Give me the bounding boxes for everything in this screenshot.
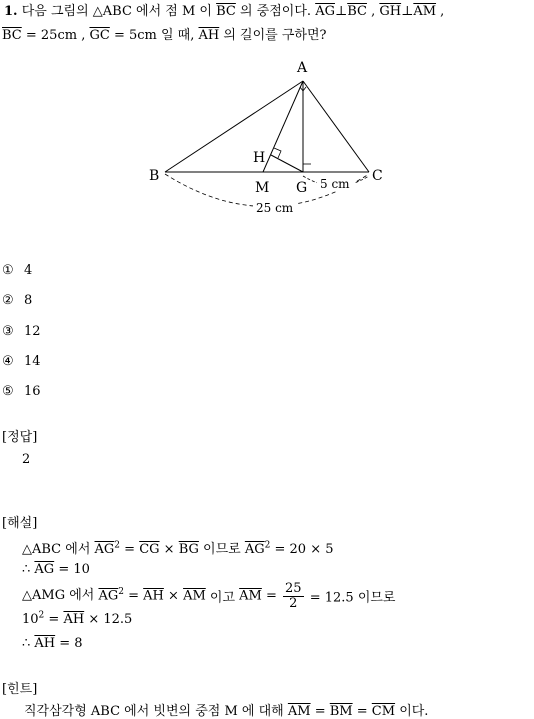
segment-bg: $\overline{BG}$ <box>178 542 199 557</box>
explanation-text: 이고 <box>205 590 240 606</box>
choice-value: 12 <box>24 324 41 339</box>
exponent: 2 <box>118 587 124 598</box>
question-text: , <box>436 4 445 19</box>
exponent: 2 <box>264 540 271 551</box>
answer-value: 2 <box>22 452 31 467</box>
explanation-line-1 <box>22 538 334 557</box>
question-number: 1. <box>4 4 18 19</box>
choice-mark: ② <box>2 293 14 308</box>
choice-value: 14 <box>24 354 41 369</box>
segment-am: $\overline{AM}$ <box>287 704 311 719</box>
question-line-2 <box>2 27 327 45</box>
segment-ah: $\overline{AH}$ <box>143 588 164 604</box>
explanation-text: ∴ <box>22 636 35 651</box>
label-g: G <box>296 180 308 196</box>
explanation-text: × 12.5 <box>84 612 133 627</box>
explanation-text: = 8 <box>55 636 83 651</box>
choice-value: 16 <box>24 384 41 399</box>
segment-ah: $\overline{AH}$ <box>34 636 56 651</box>
segment-ah: $\overline{AH}$ <box>198 28 220 43</box>
choice-5[interactable] <box>2 384 41 399</box>
question-text: = 5cm 일 때, <box>109 28 199 43</box>
question-text: = 25cm , <box>21 28 90 43</box>
choice-4[interactable] <box>2 354 41 369</box>
label-b: B <box>149 168 160 184</box>
exponent: 2 <box>114 540 121 551</box>
explanation-line-4 <box>22 612 132 627</box>
explanation-text: = 12.5 이므로 <box>305 590 396 606</box>
question-text: 의 중점이다. <box>235 4 316 19</box>
segment-am: $\overline{AM}$ <box>183 588 206 604</box>
explanation-line-5 <box>22 636 83 651</box>
segment-bc: $\overline{BC}$ <box>216 4 236 19</box>
explanation-text: △ABC 에서 <box>22 542 95 557</box>
explanation-text: = 10 <box>54 562 90 577</box>
explanation-text: = <box>123 588 144 604</box>
hint-text: = <box>352 704 372 719</box>
segment-ag: $\overline{AG}$ <box>315 4 335 19</box>
explanation-text: ∴ <box>22 562 35 577</box>
segment-ag: $\overline{AG}$ <box>34 562 55 577</box>
hint-text: = <box>310 704 330 719</box>
choice-mark: ④ <box>2 354 14 369</box>
choice-mark: ⑤ <box>2 384 14 399</box>
segment-ag: $\overline{AG}$ <box>244 542 265 557</box>
question-line-1 <box>4 3 444 21</box>
explanation-text: 이므로 <box>198 542 245 557</box>
explanation-text: × <box>163 588 184 604</box>
explanation-text: = <box>44 612 64 627</box>
choice-mark: ① <box>2 263 14 278</box>
hint-text: 직각삼각형 ABC 에서 빗변의 중점 M 에 대해 <box>24 704 288 719</box>
explanation-text: = <box>120 542 140 557</box>
choice-1[interactable] <box>2 263 32 278</box>
segment-bc: $\overline{BC}$ <box>2 28 22 43</box>
explanation-text: × <box>159 542 179 557</box>
segment-ag: $\overline{AG}$ <box>94 542 115 557</box>
hint-text: 이다. <box>395 704 429 719</box>
explanation-line-2 <box>22 562 90 577</box>
choice-value: 4 <box>24 263 33 278</box>
segment-am: $\overline{AM}$ <box>413 4 437 19</box>
hint-line <box>24 700 428 719</box>
triangle-figure <box>140 54 400 224</box>
question-text: , <box>366 4 380 19</box>
explanation-text: = 20 × 5 <box>270 542 334 557</box>
segment-bm: $\overline{BM}$ <box>329 704 353 719</box>
choice-value: 8 <box>24 293 33 308</box>
fraction-denominator: 2 <box>289 595 298 611</box>
fraction <box>283 582 304 611</box>
label-a: A <box>297 60 308 76</box>
label-m: M <box>255 180 270 196</box>
explanation-text: = <box>261 588 282 604</box>
explanation-line-3 <box>22 578 396 614</box>
side-ab <box>165 81 303 172</box>
choice-2[interactable] <box>2 293 32 308</box>
segment-ag: $\overline{AG}$ <box>98 588 119 604</box>
side-ac <box>303 81 369 172</box>
explanation-text: 10 <box>22 612 39 627</box>
segment-cm: $\overline{CM}$ <box>371 704 396 719</box>
label-c: C <box>372 168 383 184</box>
choice-3[interactable] <box>2 324 41 339</box>
segment-gc: $\overline{GC}$ <box>89 28 110 43</box>
explanation-text: △AMG 에서 <box>22 588 99 603</box>
segment-am: $\overline{AM}$ <box>239 588 262 604</box>
fraction-numerator: 25 <box>285 580 302 596</box>
segment-ah: $\overline{AH}$ <box>63 612 85 627</box>
segment-bc: $\overline{BC}$ <box>347 4 367 19</box>
perp-symbol: ⊥ <box>334 4 348 19</box>
label-h: H <box>253 150 266 166</box>
choice-mark: ③ <box>2 324 14 339</box>
right-angle-mark-h <box>274 148 281 158</box>
question-text: 다음 그림의 △ABC 에서 점 M 이 <box>21 4 217 19</box>
answer-label: [정답] <box>2 430 38 445</box>
segment-gh-line <box>271 155 303 172</box>
exponent: 2 <box>38 610 45 621</box>
perp-symbol: ⊥ <box>401 4 414 19</box>
label-gc: 5 cm <box>320 177 350 191</box>
explanation-label: [해설] <box>2 516 38 531</box>
label-bc: 25 cm <box>256 201 294 215</box>
segment-gh: $\overline{GH}$ <box>379 4 402 19</box>
hint-label: [힌트] <box>2 682 38 697</box>
segment-cg: $\overline{CG}$ <box>139 542 160 557</box>
question-text: 의 길이를 구하면? <box>219 28 327 43</box>
